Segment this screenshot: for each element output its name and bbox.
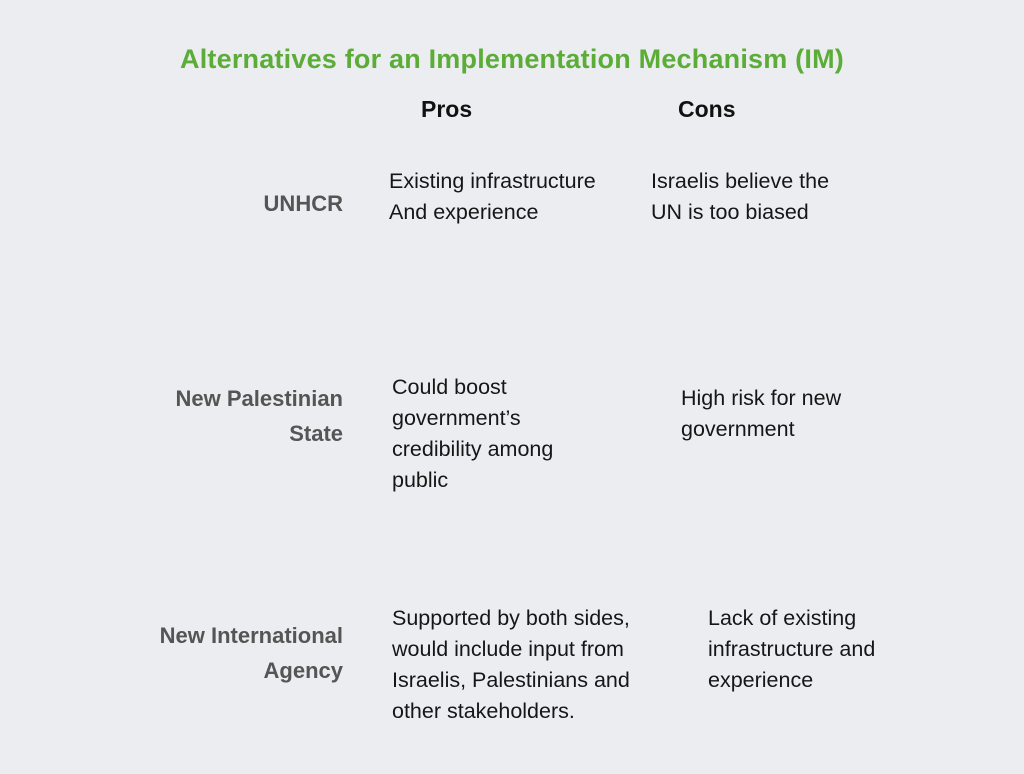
row-label-line: Agency — [263, 658, 343, 683]
row-label-line: State — [289, 421, 343, 446]
cons-column-header: Cons — [678, 96, 736, 122]
pros-column-header: Pros — [421, 96, 473, 122]
cell-line: Israelis, Palestinians and — [392, 668, 630, 692]
row-label-new-international-agency — [160, 618, 343, 688]
cell-line: infrastructure and — [708, 637, 876, 661]
cell-line: Existing infrastructure — [389, 169, 596, 193]
new-palestinian-state-cons — [681, 383, 841, 445]
cell-line: government’s — [392, 406, 521, 430]
new-international-agency-cons — [708, 603, 875, 696]
cell-line: would include input from — [392, 637, 624, 661]
cell-line: government — [681, 417, 795, 441]
row-label-line: New Palestinian — [175, 386, 343, 411]
cell-line: Could boost — [392, 375, 507, 399]
cell-line: experience — [708, 668, 814, 692]
unhcr-pros — [389, 166, 596, 228]
cell-line: Lack of existing — [708, 606, 857, 630]
slide-title: Alternatives for an Implementation Mechanism (IM) — [180, 44, 844, 74]
cell-line: Israelis believe the — [651, 169, 830, 193]
cell-line: other stakeholders. — [392, 699, 575, 723]
row-label-line: UNHCR — [263, 191, 343, 216]
cell-line: UN is too biased — [651, 200, 809, 224]
unhcr-cons — [651, 166, 829, 228]
new-international-agency-pros — [392, 603, 630, 727]
row-label-unhcr — [264, 186, 343, 221]
cell-line: High risk for new — [681, 386, 842, 410]
new-palestinian-state-pros — [392, 372, 553, 496]
row-label-line: New International — [159, 623, 343, 648]
cell-line: And experience — [389, 200, 539, 224]
cell-line: Supported by both sides, — [392, 606, 630, 630]
cell-line: public — [392, 468, 449, 492]
row-label-new-palestinian-state — [175, 381, 343, 451]
cell-line: credibility among — [392, 437, 554, 461]
